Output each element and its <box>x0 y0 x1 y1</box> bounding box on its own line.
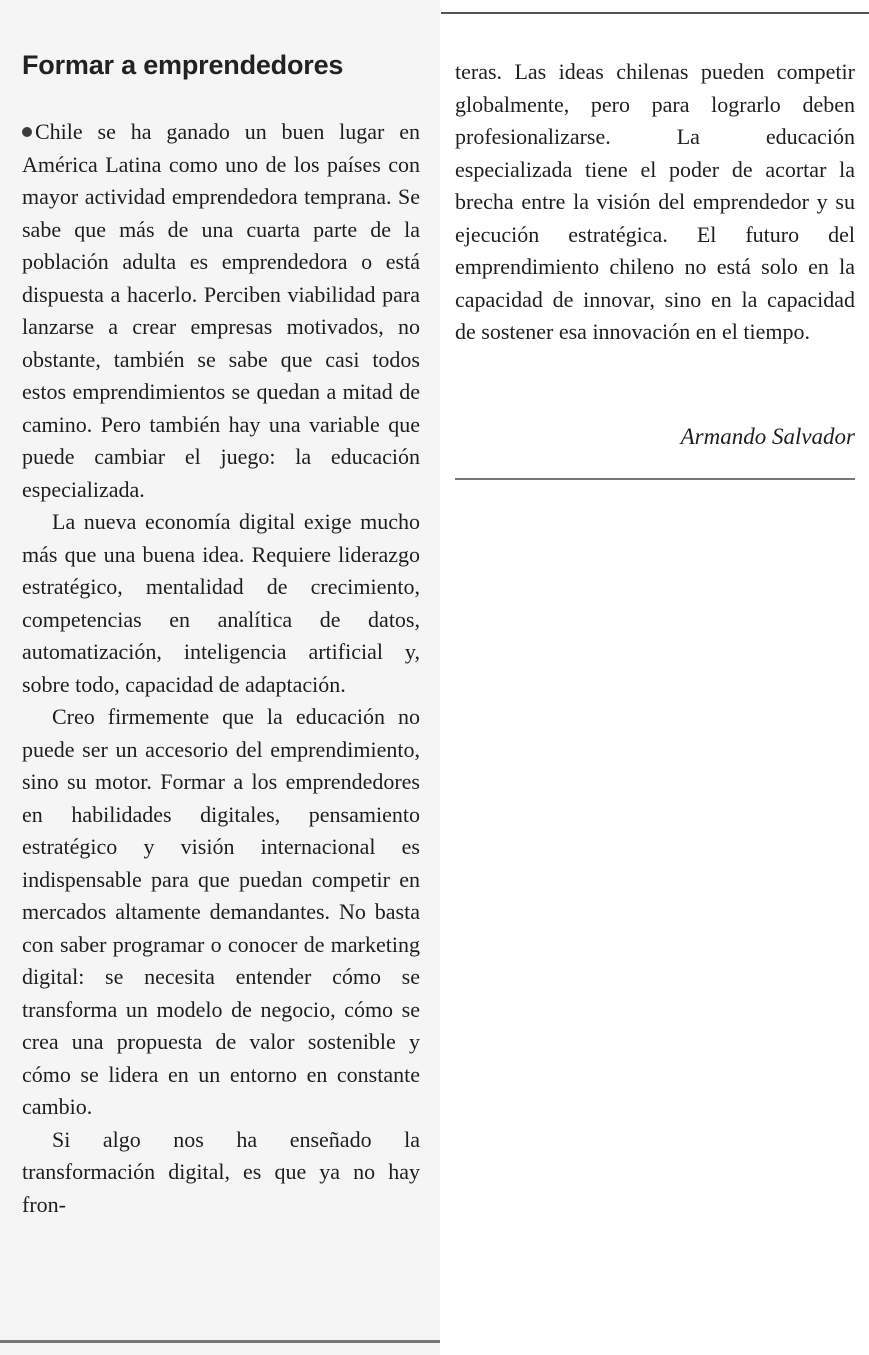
bullet-icon <box>22 127 32 137</box>
article-title: Formar a emprendedores <box>22 50 344 80</box>
right-column <box>455 56 855 349</box>
paragraph-1-text: Chile se ha ganado un buen lugar en América Latina como uno de los países con mayor actividad emprendedora temprana. Se sabe que más de una cuarta parte de la población adulta es emprendedora o está dispuesta a hacerlo. Perciben viabilidad para lanzarse a crear empresas motivados, no obstante, también se sabe que casi todos estos emprendimientos se quedan a mitad de camino. Pero también hay una variable que puede cambiar el juego: la educación especializada. <box>22 119 420 502</box>
paragraph-3: Creo firmemente que la educación no puede ser un accesorio del emprendimiento, sino su motor. Formar a los emprendedores en habilidades digitales, pensamiento estratégico y visión internacional es indispensable para que puedan competir en mercados altamente demandantes. No basta con saber programar o conocer de marketing digital: se necesita entender cómo se transforma un modelo de negocio, cómo se crea una propuesta de valor sostenible y cómo se lidera en un entorno en constante cambio. <box>22 704 420 1119</box>
paragraph-4: Si algo nos ha enseñado la transformación digital, es que ya no hay fron- <box>22 1126 420 1217</box>
paragraph-2: La nueva economía digital exige mucho más que una buena idea. Requiere liderazgo estratégico, mentalidad de crecimiento, competencias en analítica de datos, automatización, inteligencia artificial y, sobre todo, capacidad de adaptación. <box>22 509 420 697</box>
top-divider <box>441 12 869 14</box>
author-byline: Armando Salvador <box>680 424 855 449</box>
end-divider <box>455 478 855 480</box>
bottom-divider <box>0 1340 440 1343</box>
left-column <box>22 116 420 1221</box>
paragraph-continuation: teras. Las ideas chilenas pueden competir globalmente, pero para lograrlo deben profesionalizarse. La educación especializada tiene el poder de acortar la brecha entre la visión del emprendedor y su ejecución estratégica. El futuro del emprendimiento chileno no está solo en la capacidad de innovar, sino en la capacidad de sostener esa innovación en el tiempo. <box>455 59 855 344</box>
paragraph-1 <box>22 116 420 506</box>
